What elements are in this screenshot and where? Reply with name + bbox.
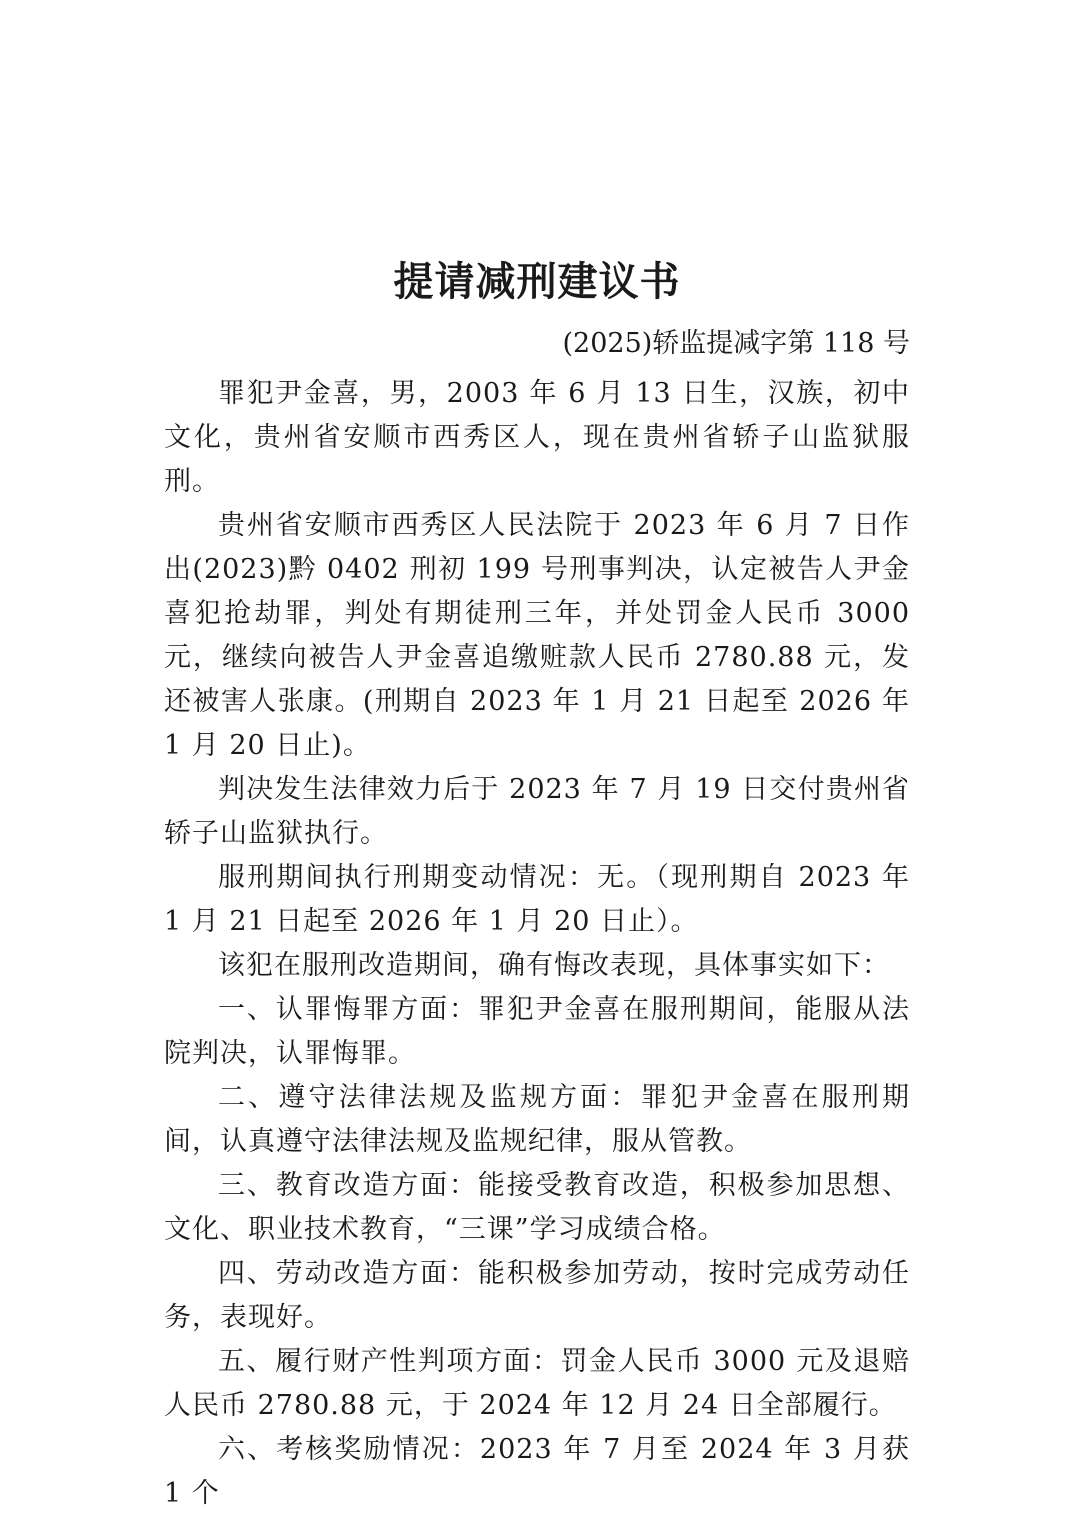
paragraph-property: 五、履行财产性判项方面：罚金人民币 3000 元及退赔人民币 2780.88 元，于 2024 年 12 月 24 日全部履行。 (164, 1346, 910, 1421)
paragraph-judgment: 贵州省安顺市西秀区人民法院于 2023 年 6 月 7 日作出(2023)黔 0402 刑初 199 号刑事判决，认定被告人尹金喜犯抢劫罪，判处有期徒刑三年，并处罚金人民币 3000 元，继续向被告人尹金喜追缴赃款人民币 2780.88 元，发还被害人张康。(刑期自 2023 年 1 月 21 日起至 2026 年 1 月 20 日止)。 (164, 510, 910, 761)
paragraph-execution: 判决发生法律效力后于 2023 年 7 月 19 日交付贵州省轿子山监狱执行。 (164, 774, 910, 849)
paragraph-remorse-intro: 该犯在服刑改造期间，确有悔改表现，具体事实如下： (218, 950, 890, 981)
paragraph-criminal-info: 罪犯尹金喜，男，2003 年 6 月 13 日生，汉族，初中文化，贵州省安顺市西秀区人，现在贵州省轿子山监狱服刑。 (164, 378, 910, 497)
paragraph-sentence-change: 服刑期间执行刑期变动情况：无。（现刑期自 2023 年 1 月 21 日起至 2026 年 1 月 20 日止）。 (164, 862, 910, 937)
document-title: 提请减刑建议书 (393, 258, 681, 305)
document-body (164, 372, 910, 1516)
document-number: (2025)轿监提减字第 118 号 (562, 328, 910, 359)
paragraph-confession: 一、认罪悔罪方面：罪犯尹金喜在服刑期间，能服从法院判决，认罪悔罪。 (164, 994, 910, 1069)
paragraph-rewards: 六、考核奖励情况：2023 年 7 月至 2024 年 3 月获 1 个 (164, 1434, 910, 1509)
paragraph-education: 三、教育改造方面：能接受教育改造，积极参加思想、文化、职业技术教育，“三课”学习成绩合格。 (164, 1170, 910, 1245)
paragraph-labor: 四、劳动改造方面：能积极参加劳动，按时完成劳动任务，表现好。 (164, 1258, 910, 1333)
paragraph-compliance: 二、遵守法律法规及监规方面：罪犯尹金喜在服刑期间，认真遵守法律法规及监规纪律，服从管教。 (164, 1082, 910, 1157)
